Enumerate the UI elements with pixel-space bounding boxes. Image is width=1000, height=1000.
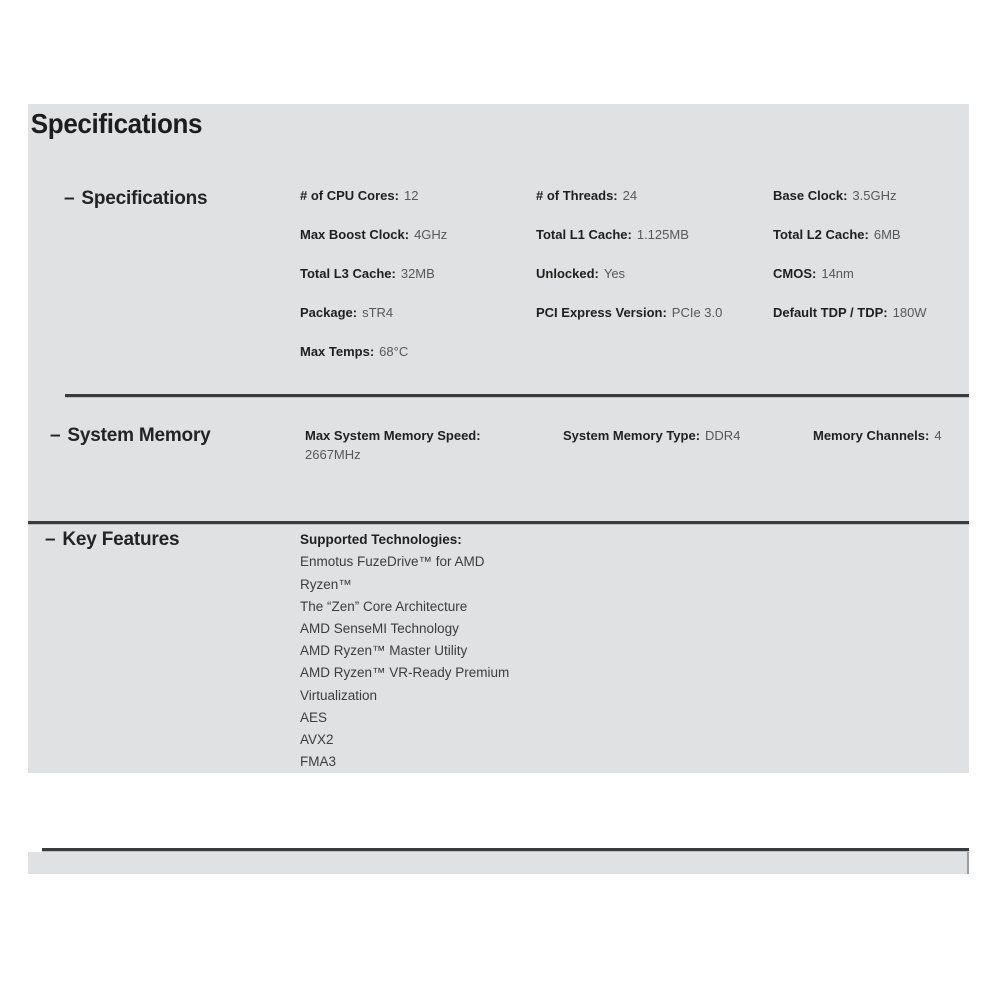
specs-grid [300, 188, 969, 383]
spec-item-l3-cache [300, 266, 435, 282]
spec-item-max-system-memory-speed [305, 426, 520, 464]
spec-item-cmos [773, 266, 854, 282]
section-heading-key-features[interactable] [28, 529, 300, 551]
features-title: Supported Technologies: [300, 532, 462, 548]
spec-value: 180W [892, 305, 927, 321]
spec-value: 24 [622, 188, 638, 204]
spec-label: CMOS: [773, 266, 817, 282]
panel-edge-shadow [967, 852, 969, 874]
spec-value: 4 [934, 428, 942, 444]
spec-value: DDR4 [705, 428, 741, 444]
section-heading-label: Specifications [81, 188, 208, 210]
collapse-minus-icon[interactable]: – [45, 529, 56, 551]
list-item: FMA3 [300, 754, 337, 770]
spec-label: Total L1 Cache: [536, 227, 632, 243]
list-item: Ryzen™ [300, 576, 352, 592]
list-item: AMD Ryzen™ Master Utility [300, 643, 468, 659]
list-item: The “Zen” Core Architecture [300, 598, 468, 614]
spec-label: Memory Channels: [813, 428, 930, 444]
spec-value: PCIe 3.0 [671, 305, 723, 321]
list-item: AMD SenseMI Technology [300, 621, 459, 636]
list-item: Virtualization [300, 687, 378, 703]
spec-value: 3.5GHz [852, 188, 897, 204]
specifications-panel [28, 104, 969, 773]
spec-value: Yes [603, 266, 626, 282]
spec-label: Package: [300, 305, 358, 321]
memory-grid [300, 425, 969, 487]
spec-item-l2-cache [773, 227, 901, 243]
spec-value: 12 [403, 188, 419, 204]
spec-item-threads [536, 188, 637, 204]
list-item: AVX2 [300, 732, 334, 748]
spec-label: Max Temps: [300, 344, 375, 360]
spec-item-cpu-cores [300, 188, 418, 204]
page-title: Specifications [30, 108, 203, 139]
spec-value: 68°C [379, 344, 409, 360]
section-heading-label: System Memory [67, 425, 211, 447]
spec-value: 4GHz [414, 227, 448, 243]
section-key-features [28, 487, 969, 773]
spec-label: # of Threads: [536, 188, 618, 204]
supported-technologies-list [300, 529, 969, 773]
list-item: AMD Ryzen™ VR-Ready Premium [300, 665, 510, 681]
panel-footer-strip [28, 852, 969, 874]
spec-value: sTR4 [362, 305, 394, 321]
spec-item-max-boost-clock [300, 227, 447, 243]
spec-label: System Memory Type: [563, 428, 701, 444]
section-heading-system-memory[interactable] [28, 425, 300, 447]
spec-label: # of CPU Cores: [300, 188, 399, 204]
spec-label: Unlocked: [536, 266, 599, 282]
spec-item-package [300, 305, 393, 321]
spec-label: Base Clock: [773, 188, 848, 204]
spec-value: 32MB [400, 266, 435, 282]
spec-value: 1.125MB [636, 227, 689, 243]
spec-item-l1-cache [536, 227, 689, 243]
section-body-specifications [300, 188, 969, 383]
spec-label: Max System Memory Speed: [305, 428, 481, 444]
spec-label: Default TDP / TDP: [773, 305, 888, 321]
section-specifications [28, 140, 969, 383]
spec-item-pci-express-version [536, 305, 722, 321]
section-body-key-features [300, 529, 969, 773]
collapse-minus-icon[interactable]: – [50, 425, 61, 447]
spec-item-memory-channels [813, 426, 942, 445]
collapse-minus-icon[interactable]: – [64, 188, 75, 210]
spec-item-system-memory-type [563, 426, 740, 445]
spec-label: Total L3 Cache: [300, 266, 396, 282]
spec-item-default-tdp [773, 305, 927, 321]
spec-item-base-clock [773, 188, 897, 204]
section-heading-label: Key Features [62, 529, 180, 551]
section-heading-specifications[interactable] [28, 188, 300, 210]
spec-item-unlocked [536, 266, 625, 282]
spec-value: 2667MHz [305, 447, 361, 463]
spec-value: 14nm [821, 266, 854, 282]
section-system-memory [28, 383, 969, 487]
list-item: Enmotus FuzeDrive™ for AMD [300, 554, 485, 570]
list-item: AES [300, 709, 328, 725]
section-body-system-memory [300, 425, 969, 487]
spec-label: Total L2 Cache: [773, 227, 869, 243]
spec-item-max-temps [300, 344, 408, 360]
spec-value: 6MB [873, 227, 901, 243]
spec-label: Max Boost Clock: [300, 227, 410, 243]
spec-label: PCI Express Version: [536, 305, 667, 321]
